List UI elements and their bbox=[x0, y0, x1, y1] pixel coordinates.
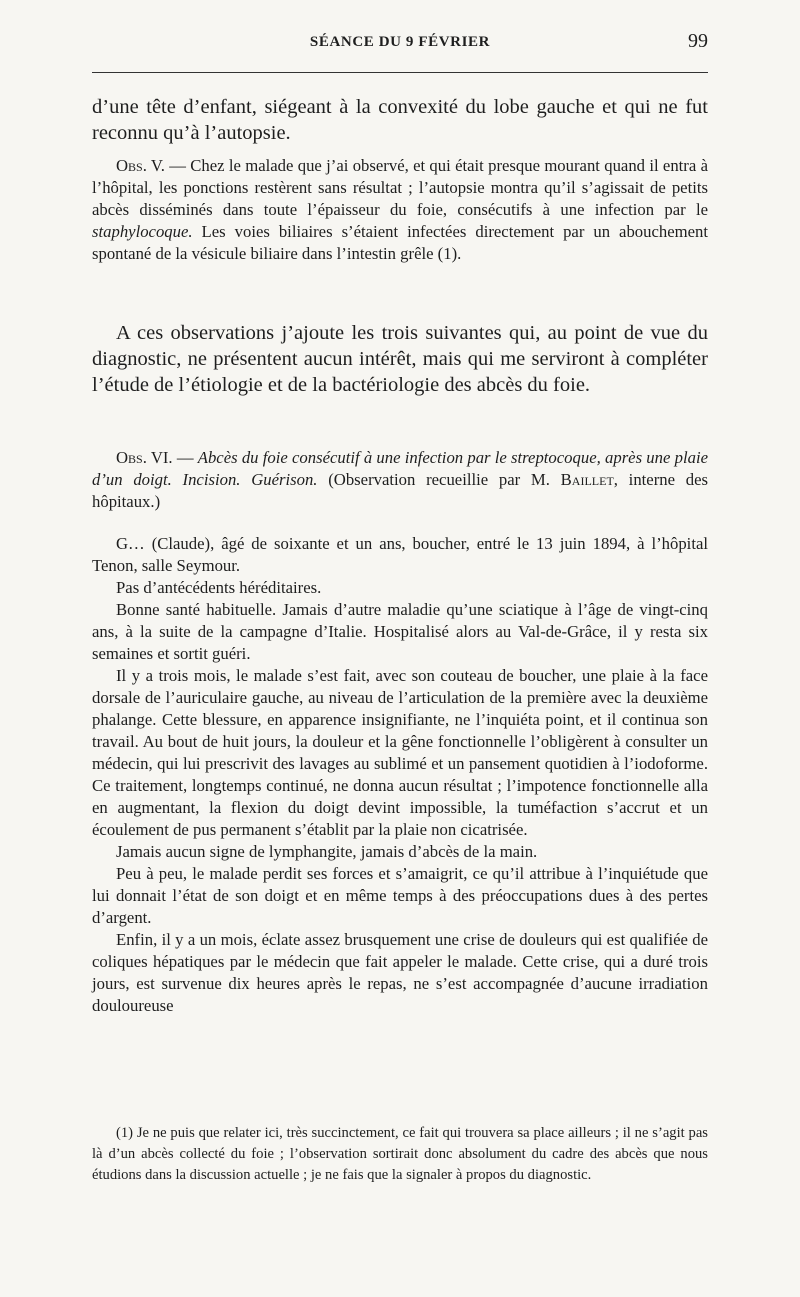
obs-6-label: Obs. VI. bbox=[116, 448, 173, 467]
obs-6-title: Abcès du foie consécutif à une infection par le streptocoque, après une plaie d’un doigt. Incision. Guérison. bbox=[92, 448, 708, 489]
page-number: 99 bbox=[688, 30, 708, 52]
body-paragraph: Pas d’antécédents héréditaires. bbox=[116, 578, 322, 597]
case-body bbox=[92, 533, 708, 1017]
footnote: (1) Je ne puis que relater ici, très succinctement, ce fait qui trouvera sa place ailleurs ; il ne s’agit pas là d’un abcès collecté du foie ; l’observation sortirait donc absolument du cadre des abcès que nous étudions dans la discussion actuelle ; je ne fais que la signaler à propos du diagnostic. bbox=[92, 1125, 708, 1183]
body-paragraph: Bonne santé habituelle. Jamais d’autre maladie qu’une sciatique à l’âge de vingt-cinq ans, à la suite de la campagne d’Italie. Hospitalisé alors au Val-de-Grâce, il y resta six semaines et sortit guéri. bbox=[92, 600, 708, 663]
header-rule bbox=[92, 72, 708, 73]
obs-6-source: (Observation recueillie par M. bbox=[317, 470, 561, 489]
obs-6-dash: — bbox=[172, 448, 198, 467]
observation-6-heading bbox=[92, 447, 708, 513]
body-paragraph: Peu à peu, le malade perdit ses forces et s’amaigrit, ce qu’il attribue à l’inquiétude que lui donnait l’état de son doigt et en même temps à des préoccupations dues à des pertes d’argent. bbox=[92, 864, 708, 927]
obs-5-text-2: Les voies biliaires s’étaient infectées directement par un abouchement spontané de la vésicule biliaire dans l’intestin grêle (1). bbox=[92, 222, 708, 263]
body-paragraph: Il y a trois mois, le malade s’est fait, avec son couteau de boucher, une plaie à la face dorsale de l’auriculaire gauche, au niveau de l’articulation de la première avec la deuxième phalange. Cette blessure, en apparence insignifiante, ne l’inquiéta point, et il continua son travail. Au bout de huit jours, la douleur et la gêne fonctionnelle l’obligèrent à consulter un médecin, qui lui prescrivit des lavages au sublimé et un pansement quotidien à l’iodoforme. Ce traitement, longtemps continué, ne donna aucun résultat ; l’impotence fonctionnelle alla en augmentant, la flexion du doigt devint impossible, la tuméfaction s’accrut et un écoulement de pus permanent s’établit par la plaie non cicatrisée. bbox=[92, 666, 708, 839]
obs-6-source-2: , interne des hôpitaux.) bbox=[92, 470, 708, 511]
body-paragraph: Jamais aucun signe de lymphangite, jamais d’abcès de la main. bbox=[116, 842, 538, 861]
body-paragraph: G… (Claude), âgé de soixante et un ans, boucher, entré le 13 juin 1894, à l’hôpital Tenon, salle Seymour. bbox=[92, 534, 708, 575]
paragraph-continuation: d’une tête d’enfant, siégeant à la convexité du lobe gauche et qui ne fut reconnu qu’à l’autopsie. bbox=[92, 96, 708, 144]
obs-5-label: Obs. V. bbox=[116, 156, 165, 175]
obs-5-italic: staphylocoque. bbox=[92, 222, 193, 241]
obs-6-author: Baillet bbox=[560, 470, 614, 489]
page-header bbox=[92, 30, 708, 60]
paragraph-intro: A ces observations j’ajoute les trois suivantes qui, au point de vue du diagnostic, ne présentent aucun intérêt, mais qui me serviront à compléter l’étude de l’étiologie et de la bactériologie des abcès du foie. bbox=[92, 322, 708, 396]
body-paragraph: Enfin, il y a un mois, éclate assez brusquement une crise de douleurs qui est qualifiée de coliques hépatiques par le médecin que fait appeler le malade. Cette crise, qui a duré trois jours, est survenue dix heures après le repas, ne s’est accompagnée d’aucune irradiation douloureuse bbox=[92, 930, 708, 1015]
running-title: SÉANCE DU 9 FÉVRIER bbox=[309, 34, 491, 50]
obs-5-text: — Chez le malade que j’ai observé, et qui était presque mourant quand il entra à l’hôpital, les ponctions restèrent sans résultat ; l’autopsie montra qu’il s’agissait de petits abcès disséminés dans toute l’épaisseur du foie, consécutifs à une infection par le bbox=[92, 156, 708, 219]
observation-5 bbox=[92, 155, 708, 265]
